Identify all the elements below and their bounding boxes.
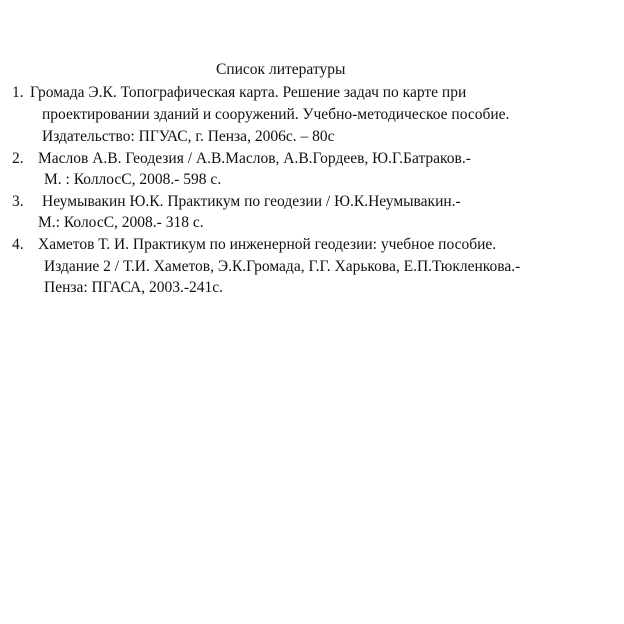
- reference-4-line-1: Хаметов Т. И. Практикум по инженерной геодезии: учебное пособие.: [38, 236, 497, 253]
- reference-number-4: 4.: [12, 236, 24, 253]
- reference-4-line-3: Пенза: ПГАСА, 2003.-241с.: [44, 279, 223, 296]
- reference-2-line-2: М. : КоллосС, 2008.- 598 с.: [44, 171, 222, 188]
- reference-number-2: 2.: [12, 150, 24, 167]
- page-title: Список литературы: [216, 61, 346, 78]
- reference-4-line-2: Издание 2 / Т.И. Хаметов, Э.К.Громада, Г.Г. Харькова, Е.П.Тюкленкова.-: [44, 258, 521, 275]
- reference-number-3: 3.: [12, 193, 24, 210]
- reference-1-line-1: Громада Э.К. Топографическая карта. Решение задач по карте при: [30, 84, 467, 101]
- reference-1-line-3: Издательство: ПГУАС, г. Пенза, 2006с. – 80с: [42, 128, 335, 145]
- reference-number-1: 1.: [12, 84, 24, 101]
- reference-3-line-1: Неумывакин Ю.К. Практикум по геодезии / Ю.К.Неумывакин.-: [42, 193, 461, 210]
- reference-3-line-2: М.: КолосС, 2008.- 318 с.: [38, 214, 204, 231]
- reference-1-line-2: проектировании зданий и сооружений. Учебно-методическое пособие.: [42, 106, 510, 123]
- reference-2-line-1: Маслов А.В. Геодезия / А.В.Маслов, А.В.Гордеев, Ю.Г.Батраков.-: [38, 150, 471, 167]
